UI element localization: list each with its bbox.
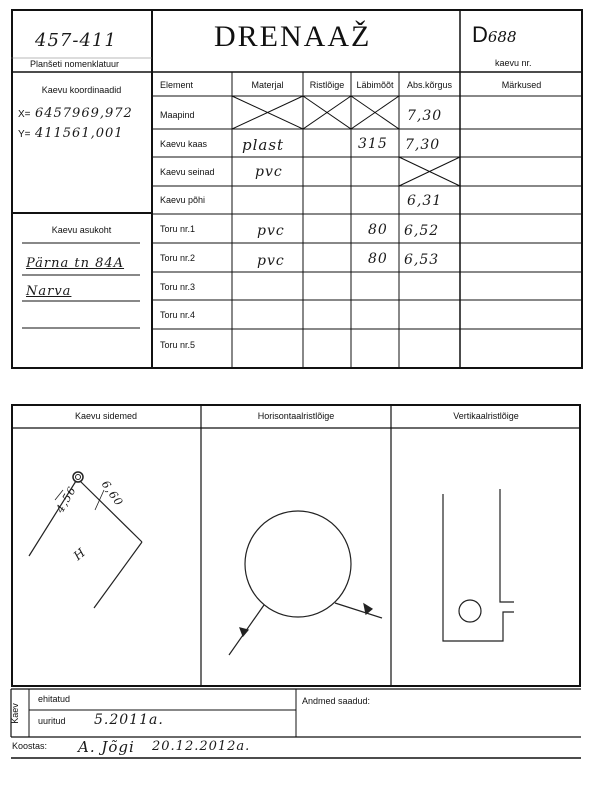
location-label: Kaevu asukoht <box>51 225 112 235</box>
sketch-col1-label: Kaevu sidemed <box>74 411 138 421</box>
surveyed-label: uuritud <box>38 716 66 726</box>
kaev-label: Kaev <box>9 703 20 724</box>
dimension-label: 6,60 <box>98 478 126 509</box>
col-header-material: Materjal <box>251 80 284 90</box>
row-element-label: Toru nr.1 <box>160 224 196 234</box>
col-header-cross-section: Ristlõige <box>309 80 345 90</box>
coordinate-y-value: 411561,001 <box>34 126 124 141</box>
dimension-label: 4,56 <box>53 483 80 516</box>
col-header-abs-height: Abs.kõrgus <box>406 80 453 90</box>
material-value: pvc <box>257 223 285 239</box>
location-line1: Pärna tn 84A <box>26 256 125 271</box>
well-no-label: kaevu nr. <box>495 58 532 68</box>
abs-height-value: 7,30 <box>407 108 443 124</box>
abs-height-value: 6,52 <box>404 223 440 239</box>
coordinate-y-prefix: Y= <box>18 129 31 140</box>
material-value: pvc <box>257 253 285 269</box>
diameter-value: 80 <box>368 222 388 238</box>
sketch-col2-label: Horisontaalristlõige <box>257 411 335 421</box>
coordinates-label: Kaevu koordinaadid <box>41 85 122 95</box>
form-title: DRENAAŽ <box>214 20 372 53</box>
row-element-label: Toru nr.2 <box>160 253 196 263</box>
row-element-label: Kaevu kaas <box>160 139 208 149</box>
col-header-element: Element <box>160 80 194 90</box>
well-code-prefix: D <box>472 22 488 47</box>
row-element-label: Toru nr.4 <box>160 310 196 320</box>
col-header-diameter: Läbimõõt <box>356 80 394 90</box>
row-element-label: Toru nr.5 <box>160 340 196 350</box>
sheet-label: Planšeti nomenklatuur <box>30 59 120 69</box>
row-element-label: Kaevu seinad <box>160 167 215 177</box>
material-value: plast <box>242 136 285 154</box>
built-label: ehitatud <box>38 694 71 704</box>
abs-height-value: 6,31 <box>407 193 443 209</box>
building-mark: H <box>70 544 89 564</box>
diameter-value: 80 <box>368 251 388 267</box>
sketch-col3-label: Vertikaalristlõige <box>453 411 519 421</box>
author-signature: A. Jõgi <box>78 738 135 756</box>
author-label: Koostas: <box>12 741 48 751</box>
coordinate-x-prefix: X= <box>18 109 31 120</box>
surveyed-value: 5.2011a. <box>94 712 164 728</box>
sheet-number: 457-411 <box>35 30 117 51</box>
row-element-label: Toru nr.3 <box>160 282 196 292</box>
data-from-label: Andmed saadud: <box>302 696 371 706</box>
well-code-number: 688 <box>487 28 517 46</box>
abs-height-value: 7,30 <box>405 137 441 153</box>
col-header-notes: Märkused <box>501 80 542 90</box>
abs-height-value: 6,53 <box>404 252 440 268</box>
row-element-label: Kaevu põhi <box>160 195 206 205</box>
coordinate-x-value: 6457969,972 <box>34 106 133 121</box>
diameter-value: 315 <box>358 136 388 152</box>
location-line2: Narva <box>26 284 72 299</box>
material-value: pvc <box>255 164 283 180</box>
row-element-label: Maapind <box>160 110 195 120</box>
author-date: 20.12.2012a. <box>152 739 251 754</box>
